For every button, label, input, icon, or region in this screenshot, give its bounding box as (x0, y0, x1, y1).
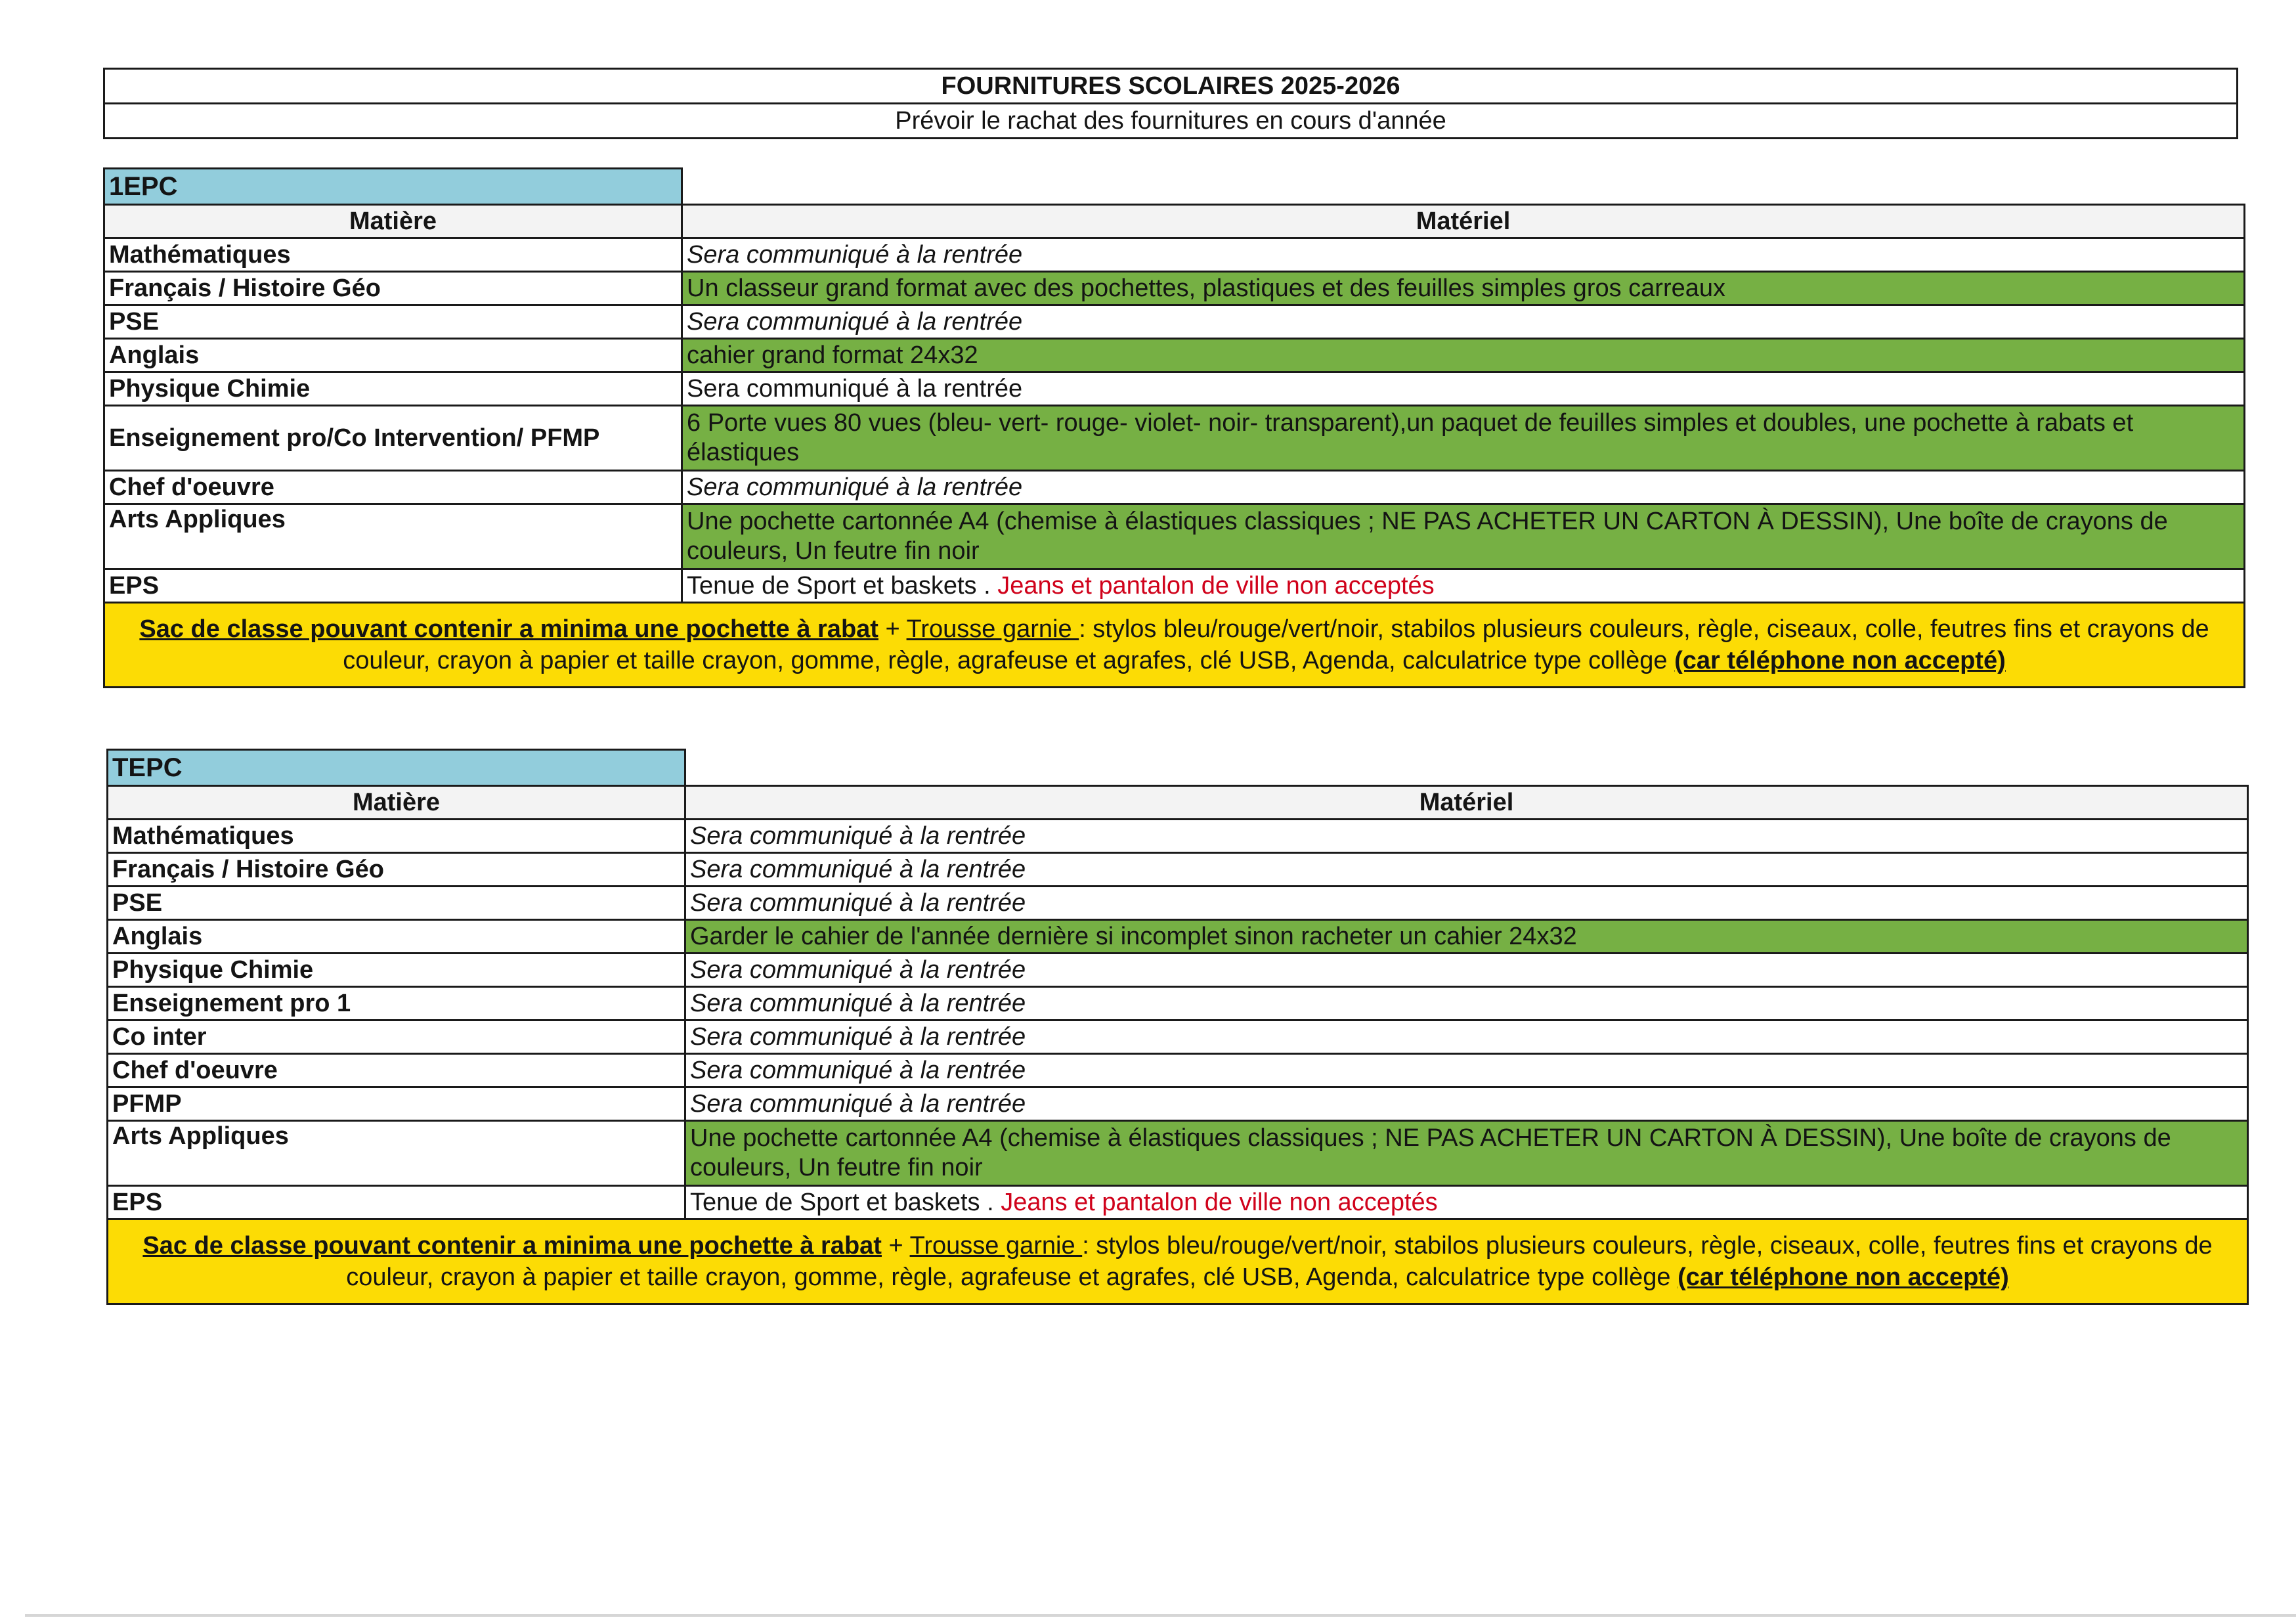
materiel-cell: Un classeur grand format avec des pochettes, plastiques et des feuilles simples gros carreaux (682, 272, 2245, 305)
table-row (108, 1121, 2248, 1186)
matiere-cell: Français / Histoire Géo (108, 853, 685, 887)
materiel-cell: Sera communiqué à la rentrée (682, 238, 2245, 272)
matiere-cell: Arts Appliques (108, 1121, 685, 1186)
materiel-cell: 6 Porte vues 80 vues (bleu- vert- rouge- violet- noir- transparent),un paquet de feuilles simples et doubles, une pochette à rabats et élastiques (682, 406, 2245, 471)
footer-list-text: : stylos bleu/rouge/vert/noir, stabilos plusieurs couleurs, règle, ciseaux, colle, feutres fins et crayons de couleur, crayon à papier et taille crayon, gomme, règle, agrafeuse et agrafes, clé USB, Agenda, calculatrice type collège (346, 1232, 2213, 1291)
footer-underline-text: Trousse garnie (909, 1232, 1083, 1260)
materiel-cell: Sera communiqué à la rentrée (685, 887, 2248, 920)
footer-note-text: (car téléphone non accepté) (1674, 647, 2006, 674)
matiere-cell: Mathématiques (108, 820, 685, 853)
footer-note-text: (car téléphone non accepté) (1678, 1263, 2009, 1291)
footer-list-text: : stylos bleu/rouge/vert/noir, stabilos plusieurs couleurs, règle, ciseaux, colle, feutres fins et crayons de couleur, crayon à papier et taille crayon, gomme, règle, agrafeuse et agrafes, clé USB, Agenda, calculatrice type collège (343, 615, 2209, 674)
materiel-cell: Une pochette cartonnée A4 (chemise à élastiques classiques ; NE PAS ACHETER UN CARTON À DESSIN), Une boîte de crayons de couleurs, Un feutre fin noir (685, 1121, 2248, 1186)
materiel-cell: Une pochette cartonnée A4 (chemise à élastiques classiques ; NE PAS ACHETER UN CARTON À DESSIN), Une boîte de crayons de couleurs, Un feutre fin noir (682, 504, 2245, 569)
footer-plus: + (878, 615, 907, 643)
column-header-matiere: Matière (108, 786, 685, 820)
section-name: TEPC (108, 750, 685, 786)
matiere-cell: Physique Chimie (108, 954, 685, 987)
footer-row (104, 603, 2245, 688)
table-row (108, 1186, 2248, 1219)
materiel-cell: Sera communiqué à la rentrée (682, 305, 2245, 339)
matiere-cell: Co inter (108, 1020, 685, 1054)
matiere-cell: Arts Appliques (104, 504, 682, 569)
column-header-matiere: Matière (104, 205, 682, 238)
table-row (108, 820, 2248, 853)
column-header-row (104, 205, 2245, 238)
warning-text: Jeans et pantalon de ville non acceptés (997, 571, 1435, 600)
section-table-tepc (106, 749, 2249, 1305)
table-row (108, 853, 2248, 887)
table-row (104, 305, 2245, 339)
materiel-cell: Sera communiqué à la rentrée (685, 820, 2248, 853)
footer-bold-text: Sac de classe pouvant contenir a minima une pochette à rabat (142, 1232, 882, 1260)
footer-underline-text: Trousse garnie (906, 615, 1079, 643)
materiel-cell: cahier grand format 24x32 (682, 339, 2245, 372)
table-row (108, 954, 2248, 987)
table-row (104, 471, 2245, 504)
matiere-cell: PSE (104, 305, 682, 339)
column-header-materiel: Matériel (682, 205, 2245, 238)
table-row (104, 406, 2245, 471)
column-header-materiel: Matériel (685, 786, 2248, 820)
materiel-cell (685, 1186, 2248, 1219)
supplies-footer (108, 1219, 2248, 1304)
matiere-cell: Mathématiques (104, 238, 682, 272)
materiel-cell: Sera communiqué à la rentrée (685, 987, 2248, 1020)
table-row (104, 339, 2245, 372)
materiel-text: Tenue de Sport et baskets . (687, 571, 998, 600)
section-name: 1EPC (104, 169, 682, 205)
matiere-cell: EPS (104, 569, 682, 603)
header-table (103, 68, 2238, 139)
table-row (108, 1054, 2248, 1087)
page-edge (25, 1614, 2296, 1617)
document-subtitle: Prévoir le rachat des fournitures en cours d'année (104, 104, 2238, 139)
matiere-cell: Chef d'oeuvre (108, 1054, 685, 1087)
materiel-cell (682, 569, 2245, 603)
matiere-cell: Enseignement pro/Co Intervention/ PFMP (104, 406, 682, 471)
supplies-footer (104, 603, 2245, 688)
section-table-1epc (103, 167, 2245, 688)
matiere-cell: Chef d'oeuvre (104, 471, 682, 504)
table-row (104, 504, 2245, 569)
footer-plus: + (881, 1232, 910, 1260)
matiere-cell: Enseignement pro 1 (108, 987, 685, 1020)
materiel-cell: Sera communiqué à la rentrée (682, 372, 2245, 406)
table-row (108, 1087, 2248, 1121)
matiere-cell: Français / Histoire Géo (104, 272, 682, 305)
materiel-cell: Sera communiqué à la rentrée (685, 1054, 2248, 1087)
footer-bold-text: Sac de classe pouvant contenir a minima une pochette à rabat (139, 615, 878, 643)
document-title: FOURNITURES SCOLAIRES 2025-2026 (104, 69, 2238, 104)
materiel-cell: Sera communiqué à la rentrée (685, 1020, 2248, 1054)
materiel-cell: Sera communiqué à la rentrée (682, 471, 2245, 504)
materiel-cell: Sera communiqué à la rentrée (685, 853, 2248, 887)
table-row (108, 887, 2248, 920)
table-row (108, 987, 2248, 1020)
materiel-cell: Sera communiqué à la rentrée (685, 954, 2248, 987)
warning-text: Jeans et pantalon de ville non acceptés (1001, 1188, 1438, 1216)
matiere-cell: Anglais (108, 920, 685, 954)
table-row (104, 569, 2245, 603)
materiel-text: Tenue de Sport et baskets . (690, 1188, 1001, 1216)
matiere-cell: Anglais (104, 339, 682, 372)
matiere-cell: EPS (108, 1186, 685, 1219)
materiel-cell: Garder le cahier de l'année dernière si incomplet sinon racheter un cahier 24x32 (685, 920, 2248, 954)
materiel-cell: Sera communiqué à la rentrée (685, 1087, 2248, 1121)
table-row (104, 272, 2245, 305)
table-row (104, 238, 2245, 272)
footer-row (108, 1219, 2248, 1304)
matiere-cell: Physique Chimie (104, 372, 682, 406)
table-row (104, 372, 2245, 406)
column-header-row (108, 786, 2248, 820)
table-row (108, 1020, 2248, 1054)
matiere-cell: PSE (108, 887, 685, 920)
matiere-cell: PFMP (108, 1087, 685, 1121)
table-row (108, 920, 2248, 954)
